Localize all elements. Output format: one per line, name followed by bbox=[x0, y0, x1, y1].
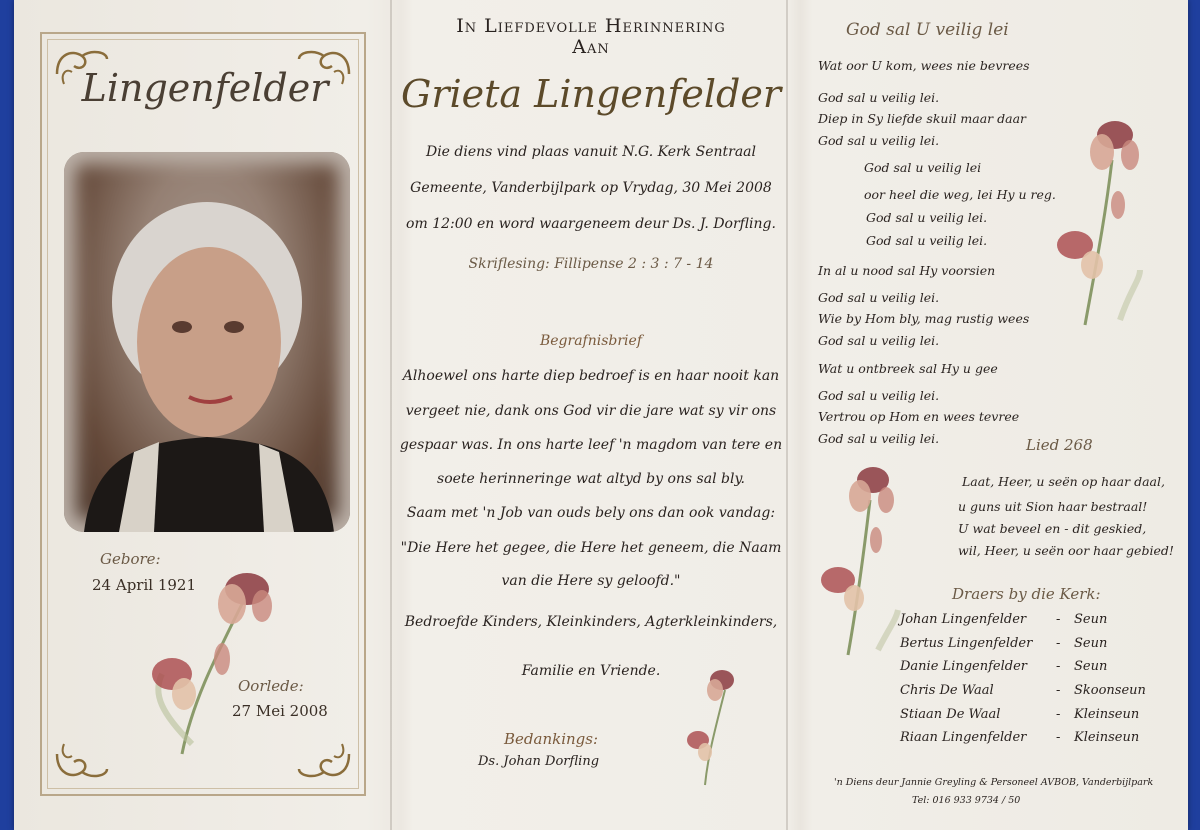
scripture-reading: Skriflesing: Fillipense 2 : 3 : 7 - 14 bbox=[468, 256, 714, 272]
hymn-title: Lied 268 bbox=[1026, 436, 1093, 454]
poem-line: Vertrou op Hom en wees tevree bbox=[818, 409, 1020, 424]
poem-line: Wie by Hom bly, mag rustig wees bbox=[818, 311, 1030, 326]
deceased-name: Grieta Lingenfelder bbox=[401, 72, 781, 116]
mourners-line-1: Bedroefde Kinders, Kleinkinders, Agterkleinkinders, bbox=[404, 614, 778, 630]
corner-ornament-icon bbox=[52, 724, 112, 784]
fold-line-left bbox=[390, 0, 392, 830]
portrait-frame bbox=[40, 32, 366, 796]
bearer-relation: Seun bbox=[1074, 659, 1108, 674]
poem-line: Diep in Sy liefde skuil maar daar bbox=[818, 111, 1027, 126]
letter-line: Saam met 'n Job van ouds bely ons dan ook vandag: bbox=[406, 505, 776, 521]
poem-line: Wat u ontbreek sal Hy u gee bbox=[818, 361, 998, 376]
portrait-photo bbox=[64, 152, 350, 532]
mourners-line-2: Familie en Vriende. bbox=[521, 663, 661, 679]
service-line: om 12:00 en word waargeneem deur Ds. J. Dorfling. bbox=[406, 216, 776, 232]
letter-line: Alhoewel ons harte diep bedroef is en haar nooit kan bbox=[402, 368, 780, 384]
thanks-name: Ds. Johan Dorfling bbox=[478, 754, 600, 769]
poem-line: God sal u veilig lei. bbox=[866, 210, 988, 225]
letter-line: gespaar was. In ons harte leef 'n magdom van tere en bbox=[399, 437, 783, 453]
bearer-name: Bertus Lingenfelder bbox=[900, 636, 1033, 651]
bearer-name: Danie Lingenfelder bbox=[900, 659, 1027, 674]
letter-line: vergeet nie, dank ons God vir die jare wat sy vir ons bbox=[405, 403, 777, 419]
poem-line: In al u nood sal Hy voorsien bbox=[818, 263, 996, 278]
bearer-relation: Skoonseun bbox=[1074, 683, 1146, 698]
heading-line-1: In Liefdevolle Herinnering bbox=[456, 15, 726, 37]
iris-flower-icon bbox=[808, 460, 918, 660]
letter-line: "Die Here het gegee, die Here het geneem, die Naam bbox=[400, 540, 782, 556]
iris-flower-icon bbox=[122, 544, 282, 764]
letter-line: van die Here sy geloofd." bbox=[501, 573, 681, 589]
bearer-name: Johan Lingenfelder bbox=[900, 612, 1027, 627]
iris-flower-icon bbox=[670, 660, 750, 790]
letter-line: soete herinneringe wat altyd by ons sal bly. bbox=[437, 471, 745, 487]
family-name: Lingenfelder bbox=[81, 66, 329, 110]
poem-line: God sal u veilig lei bbox=[864, 160, 982, 175]
letter-title: Begrafnisbrief bbox=[539, 333, 643, 349]
died-date: 27 Mei 2008 bbox=[232, 702, 328, 720]
hymn-line: u guns uit Sion haar bestraal! bbox=[958, 499, 1148, 514]
thanks-title: Bedankings: bbox=[504, 730, 599, 748]
heading-line-2: Aan bbox=[572, 36, 610, 58]
bearer-dash: - bbox=[1056, 612, 1061, 627]
poem-line: God sal u veilig lei. bbox=[818, 431, 940, 446]
bearer-dash: - bbox=[1056, 659, 1061, 674]
footer-line-2: Tel: 016 933 9734 / 50 bbox=[912, 795, 1021, 806]
poem-line: God sal u veilig lei. bbox=[818, 388, 940, 403]
footer-line-1: 'n Diens deur Jannie Greyling & Personeel AVBOB, Vanderbijlpark bbox=[834, 777, 1154, 788]
bearer-dash: - bbox=[1056, 707, 1061, 722]
bearer-name: Chris De Waal bbox=[900, 683, 994, 698]
bearer-relation: Seun bbox=[1074, 636, 1108, 651]
bearer-relation: Kleinseun bbox=[1074, 730, 1140, 745]
born-date: 24 April 1921 bbox=[92, 576, 196, 594]
bearer-dash: - bbox=[1056, 730, 1061, 745]
poem-line: God sal u veilig lei. bbox=[818, 90, 940, 105]
bearer-relation: Kleinseun bbox=[1074, 707, 1140, 722]
poem-line: Wat oor U kom, wees nie bevrees bbox=[818, 58, 1030, 73]
bearer-dash: - bbox=[1056, 683, 1061, 698]
left-panel bbox=[14, 0, 390, 830]
poem-title: God sal U veilig lei bbox=[846, 20, 1009, 40]
born-label: Gebore: bbox=[100, 550, 161, 568]
bearer-name: Riaan Lingenfelder bbox=[900, 730, 1027, 745]
poem-line: God sal u veilig lei. bbox=[818, 133, 940, 148]
poem-line: God sal u veilig lei. bbox=[818, 290, 940, 305]
corner-ornament-icon bbox=[294, 724, 354, 784]
died-label: Oorlede: bbox=[238, 677, 304, 695]
iris-flower-icon bbox=[1040, 110, 1160, 330]
service-line: Gemeente, Vanderbijlpark op Vrydag, 30 Mei 2008 bbox=[410, 180, 772, 196]
bearer-name: Stiaan De Waal bbox=[900, 707, 1001, 722]
service-line: Die diens vind plaas vanuit N.G. Kerk Sentraal bbox=[425, 144, 756, 160]
bearer-relation: Seun bbox=[1074, 612, 1108, 627]
poem-line: God sal u veilig lei. bbox=[818, 333, 940, 348]
bearer-dash: - bbox=[1056, 636, 1061, 651]
poem-line: oor heel die weg, lei Hy u reg. bbox=[864, 187, 1056, 202]
hymn-line: wil, Heer, u seën oor haar gebied! bbox=[958, 543, 1174, 558]
hymn-line: Laat, Heer, u seën op haar daal, bbox=[962, 474, 1165, 489]
poem-line: God sal u veilig lei. bbox=[866, 233, 988, 248]
hymn-line: U wat beveel en - dit geskied, bbox=[958, 521, 1147, 536]
bearers-title: Draers by die Kerk: bbox=[952, 585, 1101, 603]
